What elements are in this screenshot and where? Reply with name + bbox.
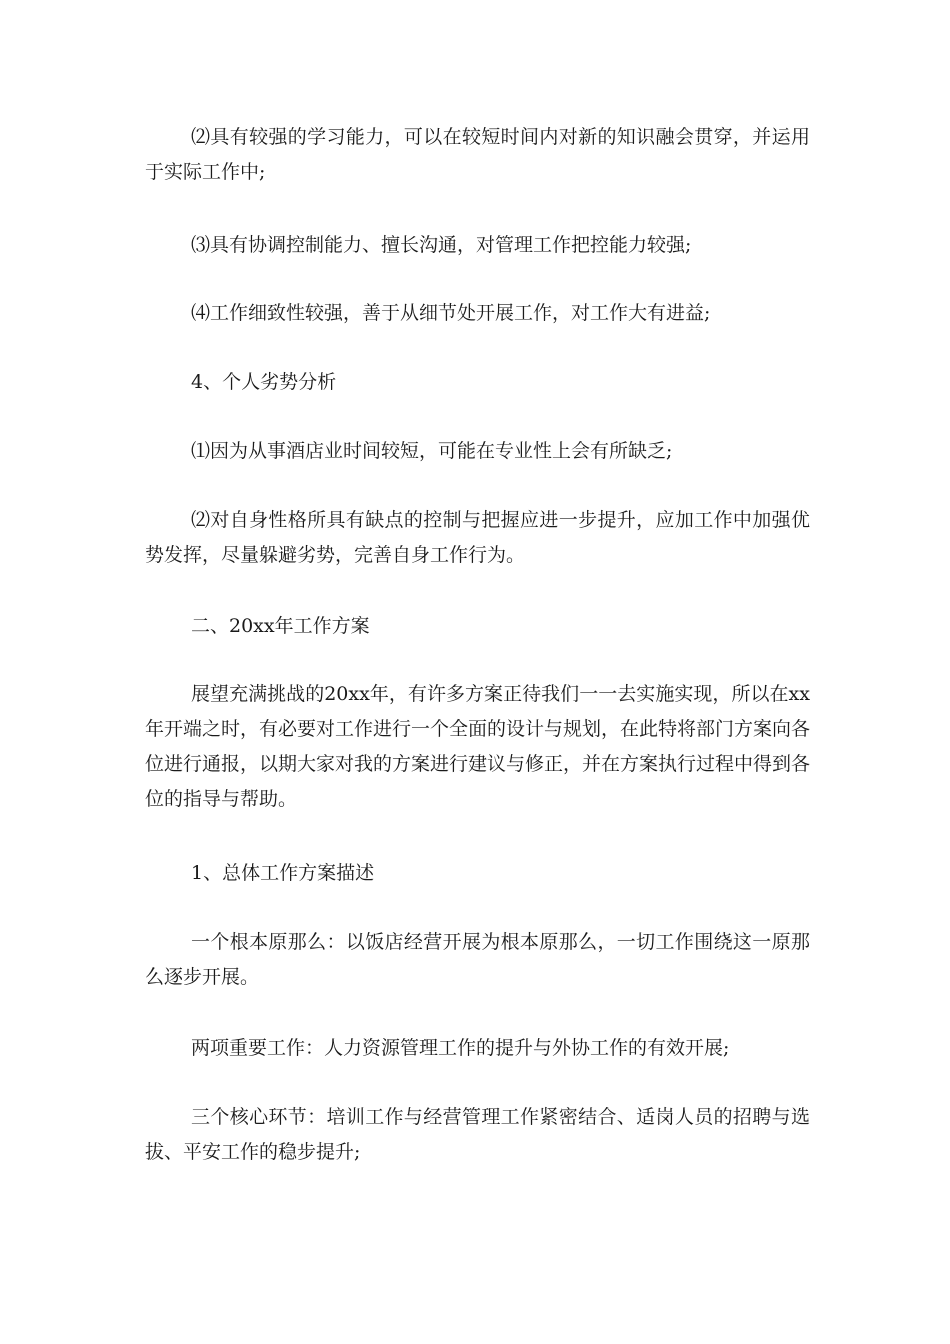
paragraph-basic-principle: 一个根本原那么：以饭店经营开展为根本原那么，一切工作围绕这一原那么逐步开展。: [145, 931, 810, 988]
paragraph-detail-orientation: ⑷工作细致性较强，善于从细节处开展工作，对工作大有进益;: [191, 302, 711, 324]
paragraph-learning-ability: ⑵具有较强的学习能力，可以在较短时间内对新的知识融会贯穿，并运用于实际工作中;: [145, 126, 810, 183]
paragraph-plan-intro: 展望充满挑战的20xx年，有许多方案正待我们一一去实施实现，所以在xx年开端之时，有必要对工作进行一个全面的设计与规划，在此特将部门方案向各位进行通报，以期大家对我的方案进行建议与修正，并在方案执行过程中得到各位的指导与帮助。: [145, 683, 811, 810]
paragraph-three-core-links: 三个核心环节：培训工作与经营管理工作紧密结合、适岗人员的招聘与选拔、平安工作的稳步提升;: [145, 1106, 810, 1163]
paragraph-weakness-experience: ⑴因为从事酒店业时间较短，可能在专业性上会有所缺乏;: [191, 440, 673, 462]
section-heading-overall-plan: 1、总体工作方案描述: [191, 862, 375, 884]
paragraph-coordination-ability: ⑶具有协调控制能力、擅长沟通，对管理工作把控能力较强;: [191, 234, 692, 256]
paragraph-weakness-personality: ⑵对自身性格所具有缺点的控制与把握应进一步提升，应加工作中加强优势发挥，尽量躲避劣势，完善自身工作行为。: [145, 509, 810, 566]
paragraph-two-key-tasks: 两项重要工作：人力资源管理工作的提升与外协工作的有效开展;: [191, 1037, 730, 1059]
section-heading-work-plan: 二、20xx年工作方案: [191, 615, 370, 637]
section-heading-weaknesses: 4、个人劣势分析: [191, 371, 337, 393]
